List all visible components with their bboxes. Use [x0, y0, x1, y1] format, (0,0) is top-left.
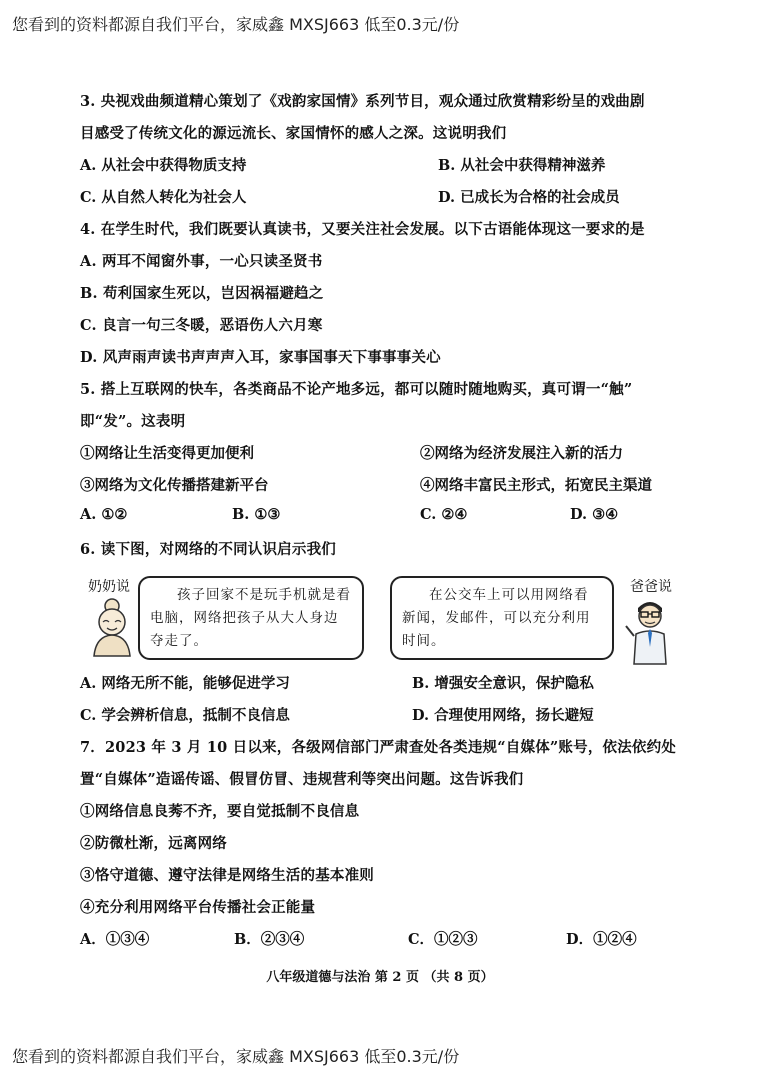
q5-stem-line1: 5. 搭上互联网的快车，各类商品不论产地多远，都可以随时随地购买，真可谓一“触”: [80, 381, 633, 398]
q7-statement-2: ②防微杜渐，远离网络: [80, 835, 227, 852]
q6-option-b: B. 增强安全意识，保护隐私: [412, 675, 594, 692]
q4-option-b: B. 苟利国家生死以，岂因祸福避趋之: [80, 285, 324, 302]
q3-option-b: B. 从社会中获得精神滋养: [438, 157, 606, 174]
q7-stem-line2: 置“自媒体”造谣传谣、假冒仿冒、违规营利等突出问题。这告诉我们: [80, 771, 524, 788]
q4-option-c: C. 良言一句三冬暖，恶语伤人六月寒: [80, 317, 323, 334]
q5-stem-line2: 即“发”。这表明: [80, 413, 186, 430]
q7-statement-3: ③恪守道德、遵守法律是网络生活的基本准则: [80, 867, 374, 884]
q3-stem-line1: 3. 央视戏曲频道精心策划了《戏韵家国情》系列节目，观众通过欣赏精彩纷呈的戏曲剧: [80, 93, 645, 110]
watermark-banner-bottom: 您看到的资料都源自我们平台，家威鑫 MXSJ663 低至0.3元/份: [12, 1047, 460, 1066]
q7-option-d: D．①②④: [566, 931, 637, 948]
q3-option-a: A. 从社会中获得物质支持: [80, 157, 247, 174]
grandma-speech-bubble: 孩子回家不是玩手机就是看电脑，网络把孩子从大人身边夺走了。: [138, 576, 364, 660]
watermark-banner-top: 您看到的资料都源自我们平台，家威鑫 MXSJ663 低至0.3元/份: [12, 15, 460, 34]
q7-option-c: C．①②③: [408, 931, 478, 948]
q5-option-a: A. ①②: [80, 506, 128, 523]
q5-statement-3: ③网络为文化传播搭建新平台: [80, 477, 269, 494]
q4-option-d: D. 风声雨声读书声声声入耳，家事国事天下事事事关心: [80, 349, 441, 366]
q7-statement-4: ④充分利用网络平台传播社会正能量: [80, 899, 316, 916]
page-footer: 八年级道德与法治 第 2 页 （共 8 页）: [266, 970, 494, 985]
q7-option-b: B．②③④: [234, 931, 305, 948]
grandma-figure: [86, 596, 138, 658]
q5-option-b: B. ①③: [232, 506, 281, 523]
q3-option-c: C. 从自然人转化为社会人: [80, 189, 247, 206]
q7-stem-line1: 7．2023 年 3 月 10 日以来，各级网信部门严肃查处各类违规“自媒体”账号，依法依约处: [80, 739, 677, 756]
q6-option-c: C. 学会辨析信息，抵制不良信息: [80, 707, 290, 724]
q6-option-d: D. 合理使用网络，扬长避短: [412, 707, 594, 724]
q5-statement-4: ④网络丰富民主形式，拓宽民主渠道: [420, 477, 652, 494]
q4-stem: 4. 在学生时代，我们既要认真读书，又要关注社会发展。以下古语能体现这一要求的是: [80, 221, 645, 238]
q5-option-c: C. ②④: [420, 506, 468, 523]
q3-option-d: D. 已成长为合格的社会成员: [438, 189, 620, 206]
q5-option-d: D. ③④: [570, 506, 619, 523]
dad-figure: [622, 596, 678, 666]
q4-option-a: A. 两耳不闻窗外事，一心只读圣贤书: [80, 253, 323, 270]
q5-statement-2: ②网络为经济发展注入新的活力: [420, 445, 623, 462]
q7-statement-1: ①网络信息良莠不齐，要自觉抵制不良信息: [80, 803, 360, 820]
q6-option-a: A. 网络无所不能，能够促进学习: [80, 675, 290, 692]
q5-statement-1: ①网络让生活变得更加便利: [80, 445, 254, 462]
dad-speech-bubble: 在公交车上可以用网络看新闻，发邮件，可以充分利用时间。: [390, 576, 614, 660]
q7-option-a: A．①③④: [80, 931, 150, 948]
dad-label: 爸爸说: [630, 579, 672, 595]
q3-stem-line2: 目感受了传统文化的源远流长、家国情怀的感人之深。这说明我们: [80, 125, 507, 142]
q6-stem: 6. 读下图，对网络的不同认识启示我们: [80, 541, 336, 558]
grandma-label: 奶奶说: [88, 579, 130, 595]
